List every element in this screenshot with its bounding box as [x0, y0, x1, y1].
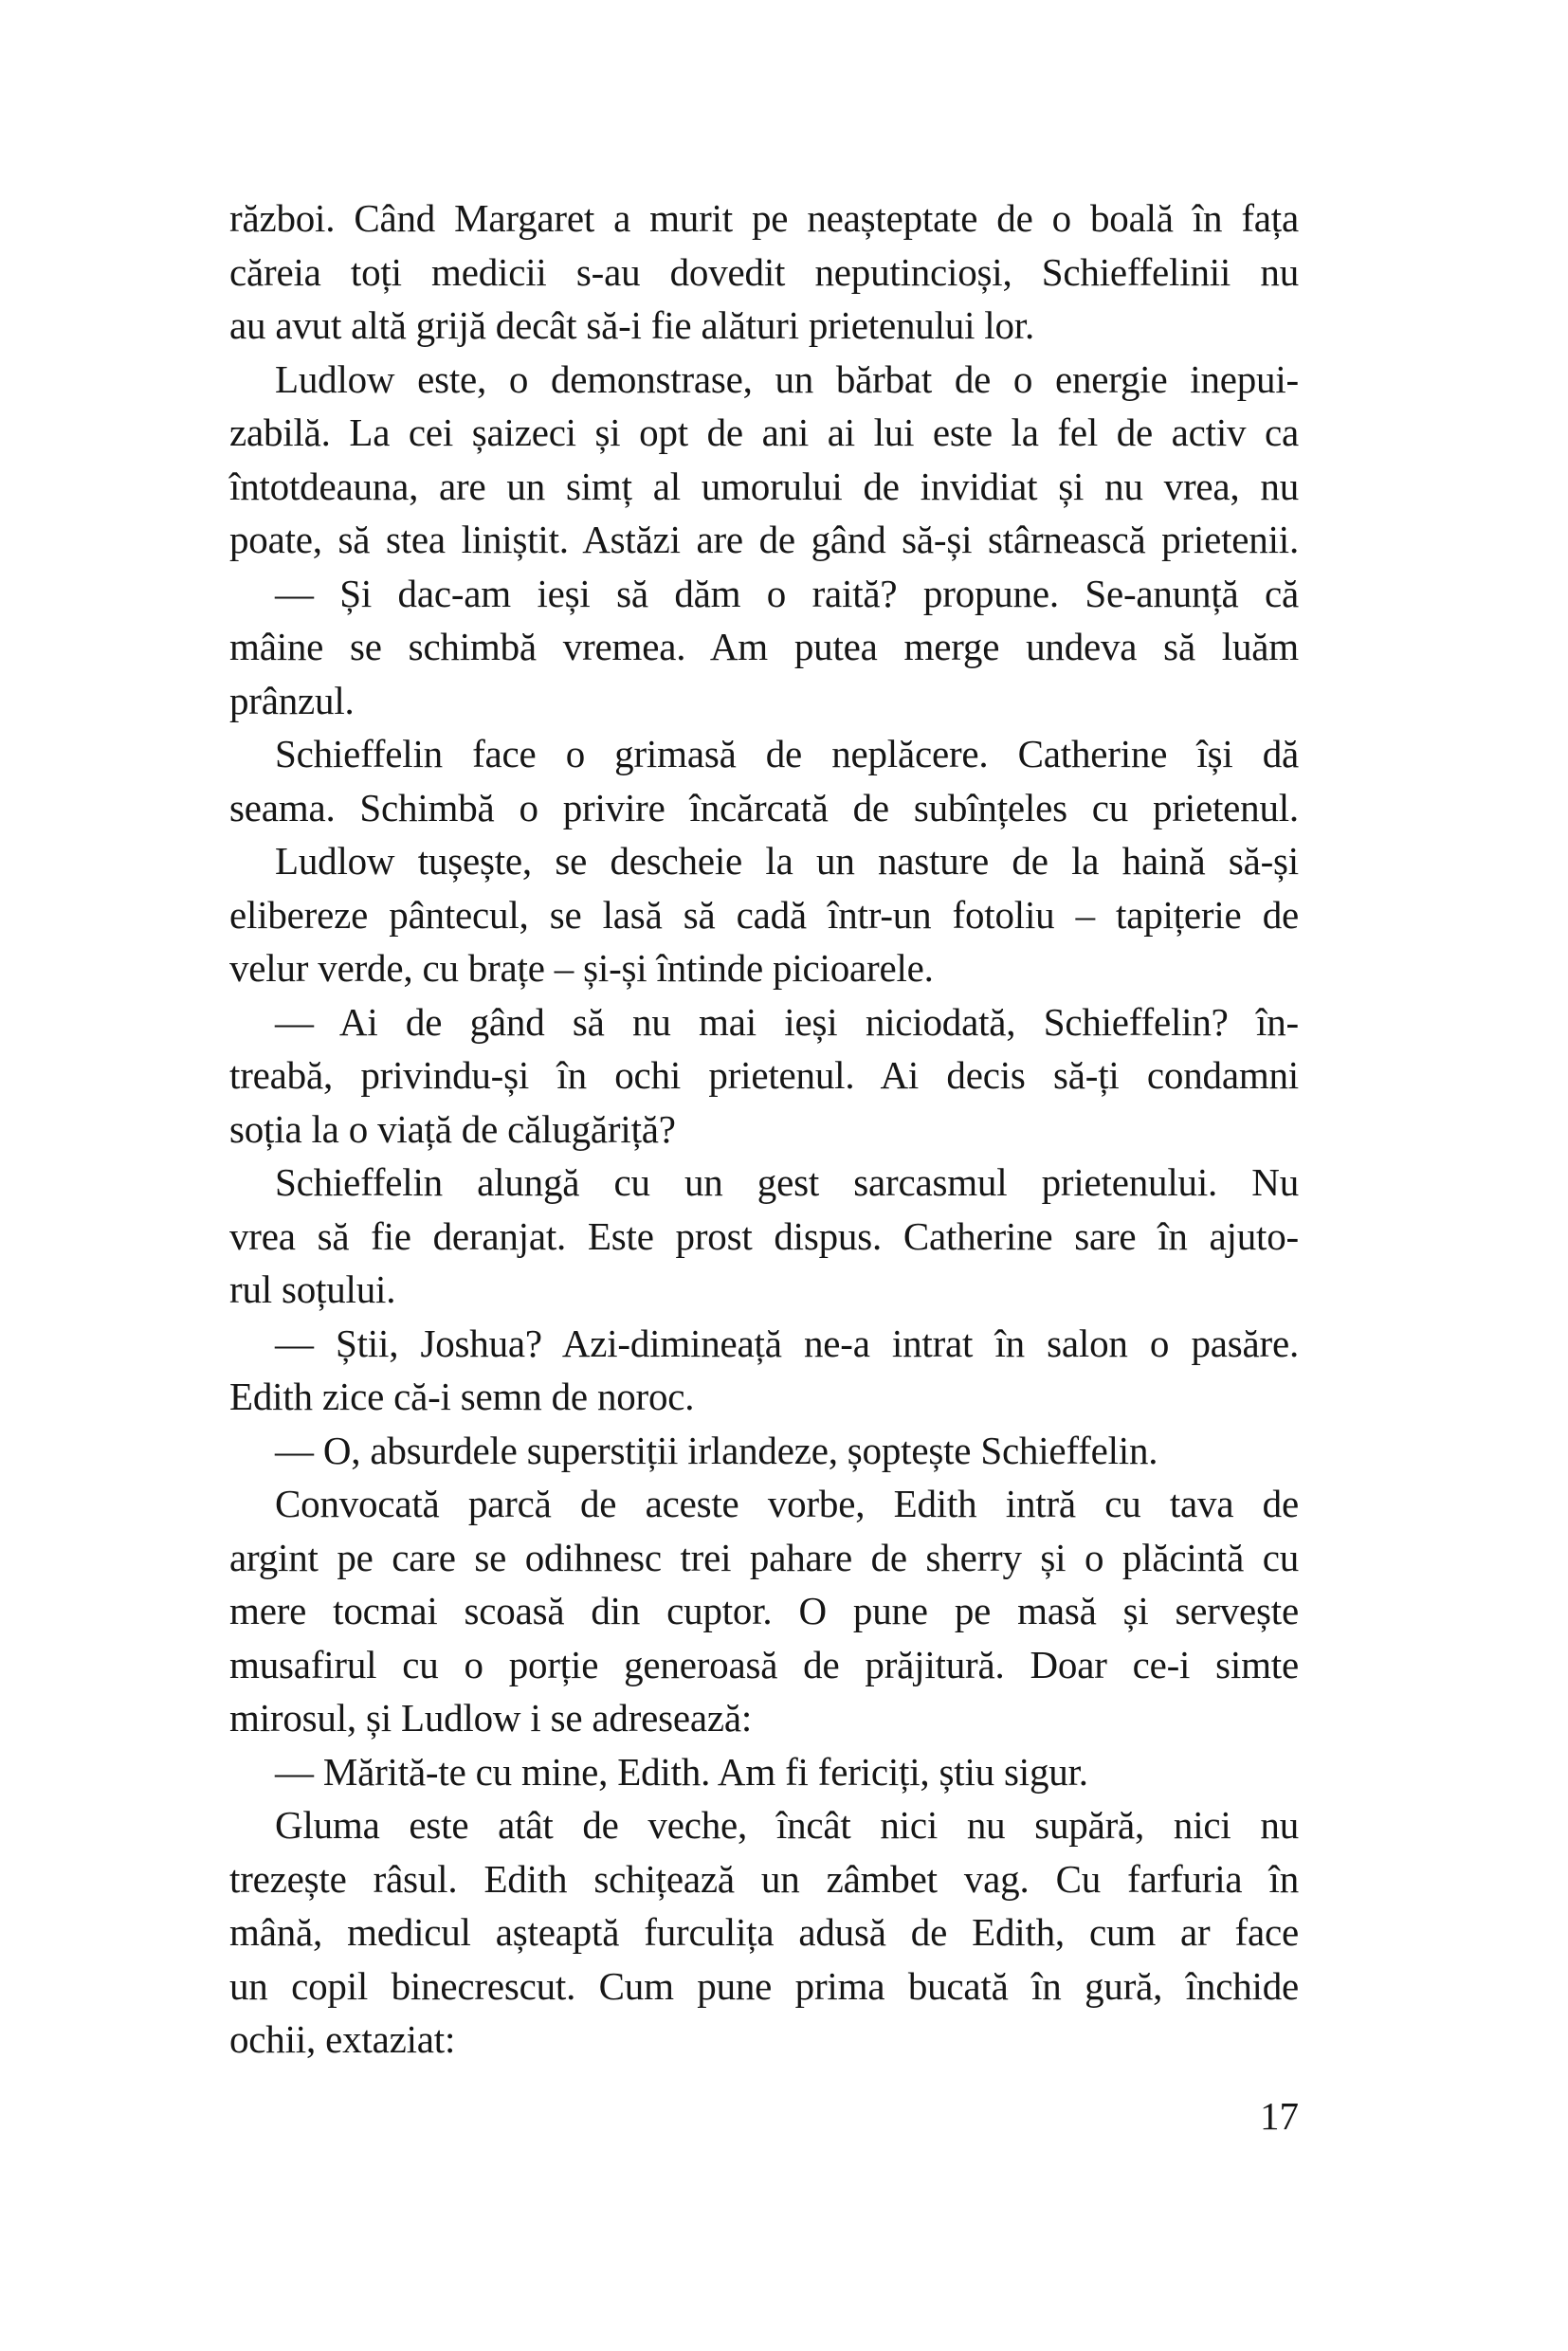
text-line: treabă, privindu-și în ochi prietenul. Ai decis să-ți condamni: [229, 1053, 1299, 1097]
text-line: război. Când Margaret a murit pe neașteptate de o boală în fața: [229, 196, 1299, 240]
text-line: seama. Schimbă o privire încărcată de subînțeles cu prietenul.: [229, 785, 1299, 829]
text-line: au avut altă grijă decât să-i fie alături prietenului lor.: [229, 303, 1035, 347]
text-line: Convocată parcă de aceste vorbe, Edith intră cu tava de: [275, 1482, 1299, 1525]
text-line: Schieffelin alungă cu un gest sarcasmul prietenului. Nu: [275, 1160, 1299, 1204]
text-line: întotdeauna, are un simț al umorului de invidiat și nu vrea, nu: [229, 464, 1299, 508]
body-text: [229, 191, 1299, 2067]
text-line: Edith zice că-i semn de noroc.: [229, 1375, 695, 1418]
text-line: soția la o viață de călugăriță?: [229, 1106, 676, 1151]
text-line: — Și dac-am ieși să dăm o raită? propune. Se-anunță că: [275, 571, 1299, 615]
text-line: Gluma este atât de veche, încât nici nu supără, nici nu: [275, 1803, 1299, 1847]
text-line: mirosul, și Ludlow i se adresează:: [229, 1696, 753, 1740]
text-line: trezește râsul. Edith schițează un zâmbet vag. Cu farfuria în: [229, 1856, 1299, 1901]
text-line: velur verde, cu brațe – și-și întinde picioarele.: [229, 946, 934, 990]
text-line: poate, să stea liniștit. Astăzi are de gând să-și stârnească prietenii.: [229, 518, 1299, 561]
text-line: Ludlow tușește, se descheie la un nasture de la haină să-și: [275, 839, 1299, 883]
text-line: elibereze pântecul, se lasă să cadă într-un fotoliu – tapițerie de: [229, 892, 1299, 937]
text-line: — Ai de gând să nu mai ieși niciodată, Schieffelin? în-: [275, 999, 1299, 1044]
text-line: rul soțului.: [229, 1267, 396, 1311]
text-line: — Mărită-te cu mine, Edith. Am fi fericiți, știu sigur.: [275, 1749, 1088, 1794]
text-line: mere tocmai scoasă din cuptor. O pune pe masă și servește: [229, 1589, 1299, 1632]
text-line: mâine se schimbă vremea. Am putea merge undeva să luăm: [229, 625, 1299, 668]
text-line: Ludlow este, o demonstrase, un bărbat de o energie inepui-: [275, 356, 1299, 401]
text-line: un copil binecrescut. Cum pune prima bucată în gură, închide: [229, 1963, 1299, 2008]
text-line: Schieffelin face o grimasă de neplăcere. Catherine își dă: [275, 732, 1299, 775]
text-line: musafirul cu o porție generoasă de prăjitură. Doar ce-i simte: [229, 1642, 1299, 1686]
text-line: zabilă. La cei șaizeci și opt de ani ai lui este la fel de activ ca: [229, 410, 1299, 454]
text-line: mână, medicul așteaptă furculița adusă de Edith, cum ar face: [229, 1910, 1299, 1954]
text-line: ochii, extaziat:: [229, 2017, 456, 2061]
text-line: vrea să fie deranjat. Este prost dispus. Catherine sare în ajuto-: [229, 1213, 1299, 1258]
text-line: prânzul.: [229, 678, 355, 722]
text-line: argint pe care se odihnesc trei pahare de sherry și o plăcintă cu: [229, 1535, 1299, 1579]
page-number: 17: [1260, 2094, 1299, 2138]
text-line: — Știi, Joshua? Azi-dimineață ne-a intrat în salon o pasăre.: [275, 1321, 1299, 1365]
text-line: — O, absurdele superstiții irlandeze, șoptește Schieffelin.: [275, 1428, 1158, 1472]
text-line: căreia toți medicii s-au dovedit neputincioși, Schieffelinii nu: [229, 249, 1299, 294]
